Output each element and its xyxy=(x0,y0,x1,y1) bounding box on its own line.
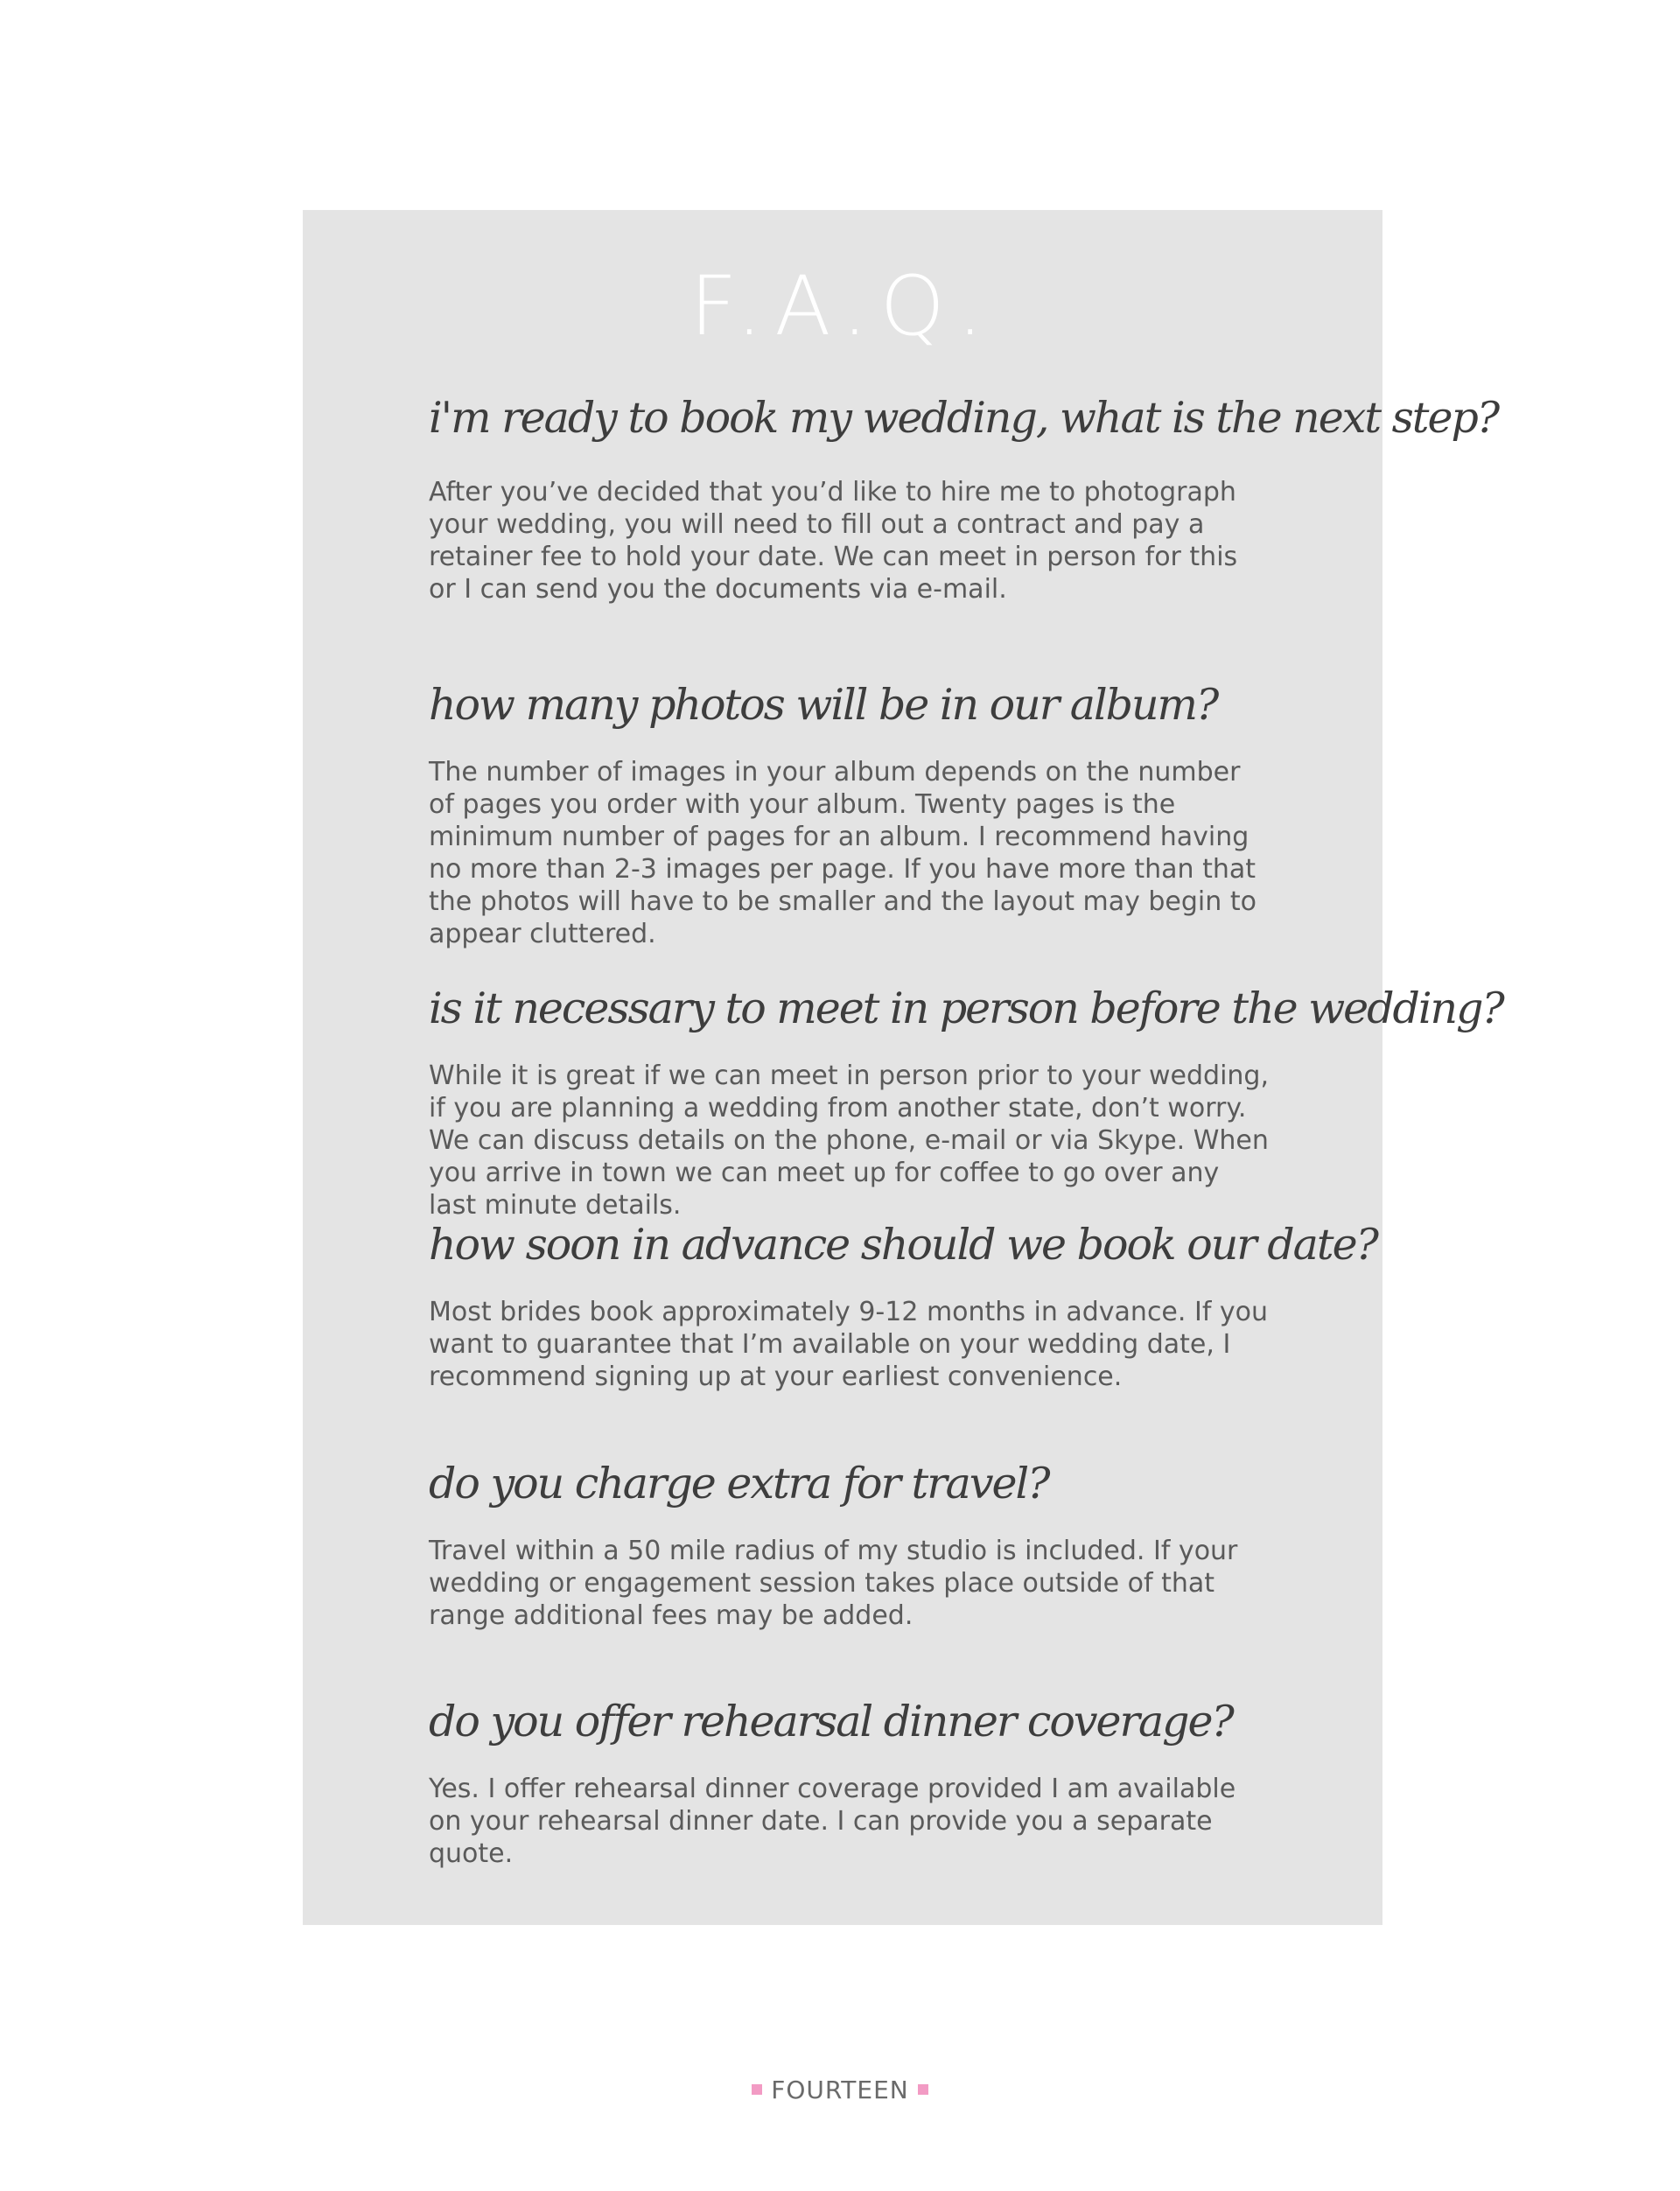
page-number-footer xyxy=(0,2076,1680,2105)
faq-question: do you offer rehearsal dinner coverage? xyxy=(429,1697,1233,1746)
faq-panel xyxy=(303,210,1503,1925)
faq-question: i'm ready to book my wedding, what is the next step? xyxy=(429,393,1499,443)
page-title: F.A.Q. xyxy=(690,259,996,354)
faq-question: is it necessary to meet in person before the wedding? xyxy=(429,984,1503,1033)
faq-item xyxy=(429,984,1503,1222)
faq-item xyxy=(429,1698,1304,1870)
faq-answer: After you’ve decided that you’d like to hire me to photograph your wedding, you will need to fill out a contract and pay a retainer fee to hold your date. We can meet in person for this or I can send you the documents via e-mail. xyxy=(429,477,1238,606)
faq-question: do you charge extra for travel? xyxy=(429,1459,1049,1508)
faq-answer: Yes. I offer rehearsal dinner coverage provided I am available on your rehearsal dinner date. I can provide you a separate quote. xyxy=(429,1774,1236,1870)
faq-item xyxy=(429,393,1499,606)
faq-question: how soon in advance should we book our date? xyxy=(429,1220,1377,1270)
faq-answer: The number of images in your album depends on the number of pages you order with your album. Twenty pages is the minimum number of pages for an album. I recommend having no more than 2-3 images per page. If you have more than that the photos will have to be smaller and the layout may begin to appear cluttered. xyxy=(429,757,1256,950)
faq-question: how many photos will be in our album? xyxy=(429,680,1218,730)
faq-item xyxy=(429,1460,1304,1632)
page-number: FOURTEEN xyxy=(771,2076,909,2104)
faq-answer: Most brides book approximately 9-12 months in advance. If you want to guarantee that I’m available on your wedding date, I recommend signing up at your earliest convenience. xyxy=(429,1297,1269,1393)
pink-square-icon xyxy=(752,2084,762,2095)
faq-item xyxy=(429,1220,1377,1393)
faq-item xyxy=(429,681,1304,950)
pink-square-icon xyxy=(918,2084,928,2095)
faq-answer: While it is great if we can meet in person prior to your wedding, if you are planning a wedding from another state, don’t worry. We can discuss details on the phone, e-mail or via Skype. When you arrive in town we can meet up for coffee to go over any last minute details. xyxy=(429,1060,1269,1222)
faq-answer: Travel within a 50 mile radius of my studio is included. If your wedding or engagement session takes place outside of that range additional fees may be added. xyxy=(429,1536,1238,1632)
